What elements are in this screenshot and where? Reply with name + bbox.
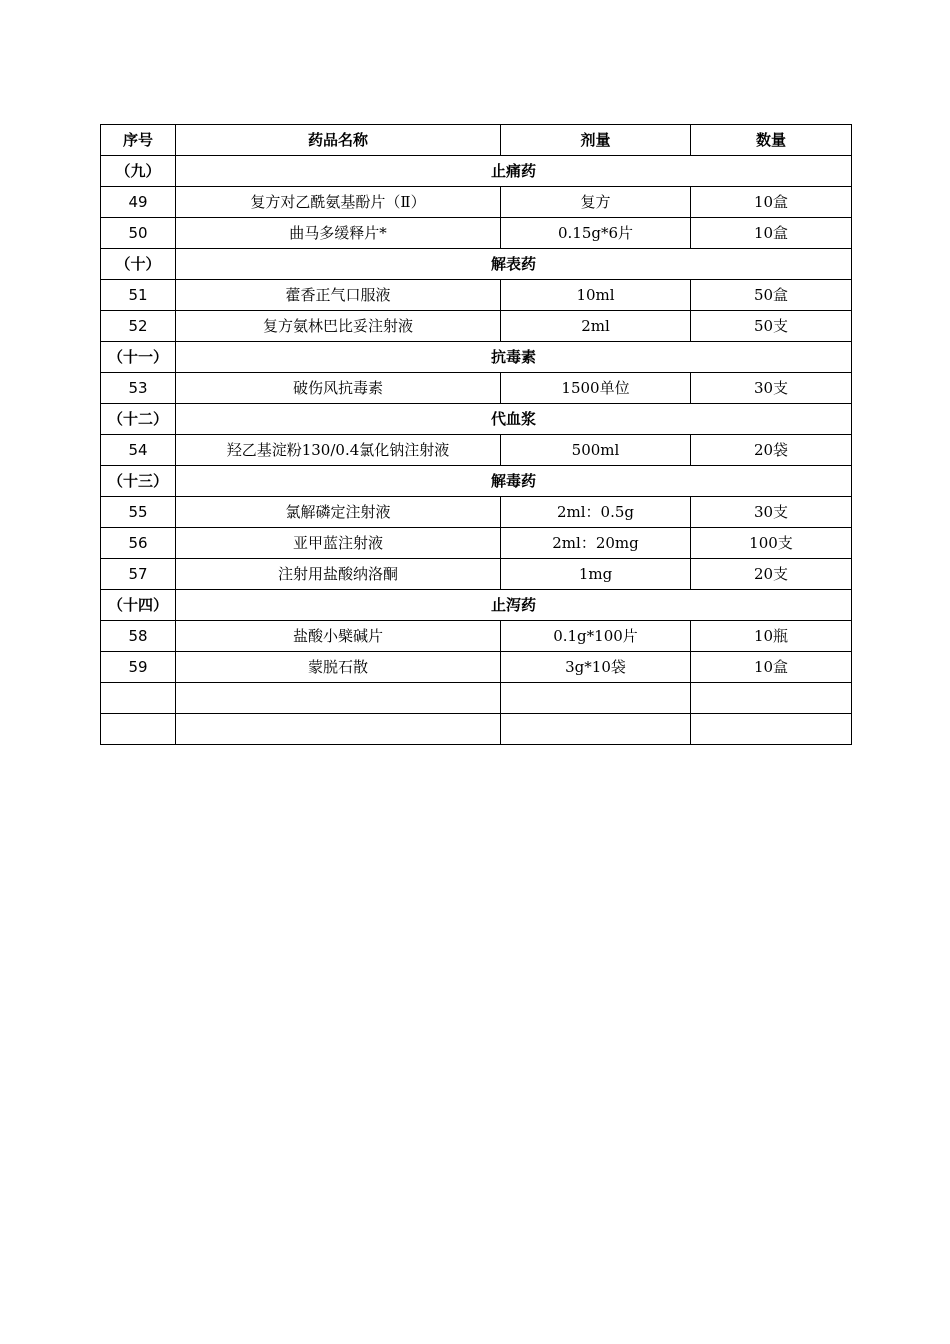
drug-name-cell <box>176 683 501 714</box>
dosage-cell: 1500单位 <box>501 373 691 404</box>
category-title: 解毒药 <box>176 466 852 497</box>
quantity-cell: 20支 <box>691 559 852 590</box>
drug-name-cell: 破伤风抗毒素 <box>176 373 501 404</box>
table-header-row <box>101 125 852 156</box>
drug-name-cell: 氯解磷定注射液 <box>176 497 501 528</box>
serial-number-cell: 53 <box>101 373 176 404</box>
serial-number-cell <box>101 714 176 745</box>
table-row <box>101 528 852 559</box>
dosage-cell: 10ml <box>501 280 691 311</box>
header-dosage: 剂量 <box>501 125 691 156</box>
quantity-cell <box>691 683 852 714</box>
serial-number-cell: 54 <box>101 435 176 466</box>
category-title: 止泻药 <box>176 590 852 621</box>
quantity-cell: 50支 <box>691 311 852 342</box>
table-row <box>101 652 852 683</box>
serial-number-cell: 57 <box>101 559 176 590</box>
serial-number-cell: 49 <box>101 187 176 218</box>
dosage-cell: 500ml <box>501 435 691 466</box>
quantity-cell: 50盒 <box>691 280 852 311</box>
dosage-cell: 1mg <box>501 559 691 590</box>
category-number: （十二） <box>101 404 176 435</box>
serial-number-cell: 55 <box>101 497 176 528</box>
quantity-cell: 10盒 <box>691 652 852 683</box>
drug-name-cell: 复方对乙酰氨基酚片（Ⅱ） <box>176 187 501 218</box>
table-row <box>101 280 852 311</box>
drug-name-cell: 藿香正气口服液 <box>176 280 501 311</box>
table-row <box>101 559 852 590</box>
drug-name-cell <box>176 714 501 745</box>
category-row <box>101 342 852 373</box>
category-row <box>101 156 852 187</box>
category-row <box>101 590 852 621</box>
serial-number-cell: 51 <box>101 280 176 311</box>
table-row <box>101 621 852 652</box>
serial-number-cell: 58 <box>101 621 176 652</box>
serial-number-cell: 56 <box>101 528 176 559</box>
serial-number-cell <box>101 683 176 714</box>
quantity-cell <box>691 714 852 745</box>
quantity-cell: 30支 <box>691 373 852 404</box>
drug-name-cell: 盐酸小檗碱片 <box>176 621 501 652</box>
category-title: 抗毒素 <box>176 342 852 373</box>
table-body <box>101 156 852 745</box>
dosage-cell: 2ml：20mg <box>501 528 691 559</box>
quantity-cell: 10盒 <box>691 187 852 218</box>
category-row <box>101 404 852 435</box>
drug-name-cell: 复方氨林巴比妥注射液 <box>176 311 501 342</box>
category-number: （九） <box>101 156 176 187</box>
category-number: （十一） <box>101 342 176 373</box>
drug-name-cell: 曲马多缓释片* <box>176 218 501 249</box>
dosage-cell <box>501 714 691 745</box>
drug-name-cell: 注射用盐酸纳洛酮 <box>176 559 501 590</box>
category-number: （十四） <box>101 590 176 621</box>
header-drug-name: 药品名称 <box>176 125 501 156</box>
category-row <box>101 249 852 280</box>
category-title: 解表药 <box>176 249 852 280</box>
quantity-cell: 20袋 <box>691 435 852 466</box>
dosage-cell: 0.15g*6片 <box>501 218 691 249</box>
quantity-cell: 10盒 <box>691 218 852 249</box>
empty-row <box>101 714 852 745</box>
quantity-cell: 100支 <box>691 528 852 559</box>
serial-number-cell: 50 <box>101 218 176 249</box>
table-row <box>101 435 852 466</box>
quantity-cell: 30支 <box>691 497 852 528</box>
dosage-cell: 2ml：0.5g <box>501 497 691 528</box>
dosage-cell: 复方 <box>501 187 691 218</box>
table-row <box>101 311 852 342</box>
dosage-cell: 0.1g*100片 <box>501 621 691 652</box>
table-row <box>101 218 852 249</box>
category-title: 代血浆 <box>176 404 852 435</box>
category-row <box>101 466 852 497</box>
serial-number-cell: 59 <box>101 652 176 683</box>
table-row <box>101 497 852 528</box>
dosage-cell <box>501 683 691 714</box>
table-row <box>101 373 852 404</box>
empty-row <box>101 683 852 714</box>
medicine-table <box>100 124 852 745</box>
drug-name-cell: 亚甲蓝注射液 <box>176 528 501 559</box>
category-number: （十三） <box>101 466 176 497</box>
serial-number-cell: 52 <box>101 311 176 342</box>
category-number: （十） <box>101 249 176 280</box>
category-title: 止痛药 <box>176 156 852 187</box>
dosage-cell: 2ml <box>501 311 691 342</box>
quantity-cell: 10瓶 <box>691 621 852 652</box>
dosage-cell: 3g*10袋 <box>501 652 691 683</box>
drug-name-cell: 蒙脱石散 <box>176 652 501 683</box>
header-serial-number: 序号 <box>101 125 176 156</box>
header-quantity: 数量 <box>691 125 852 156</box>
drug-name-cell: 羟乙基淀粉130/0.4氯化钠注射液 <box>176 435 501 466</box>
table-row <box>101 187 852 218</box>
